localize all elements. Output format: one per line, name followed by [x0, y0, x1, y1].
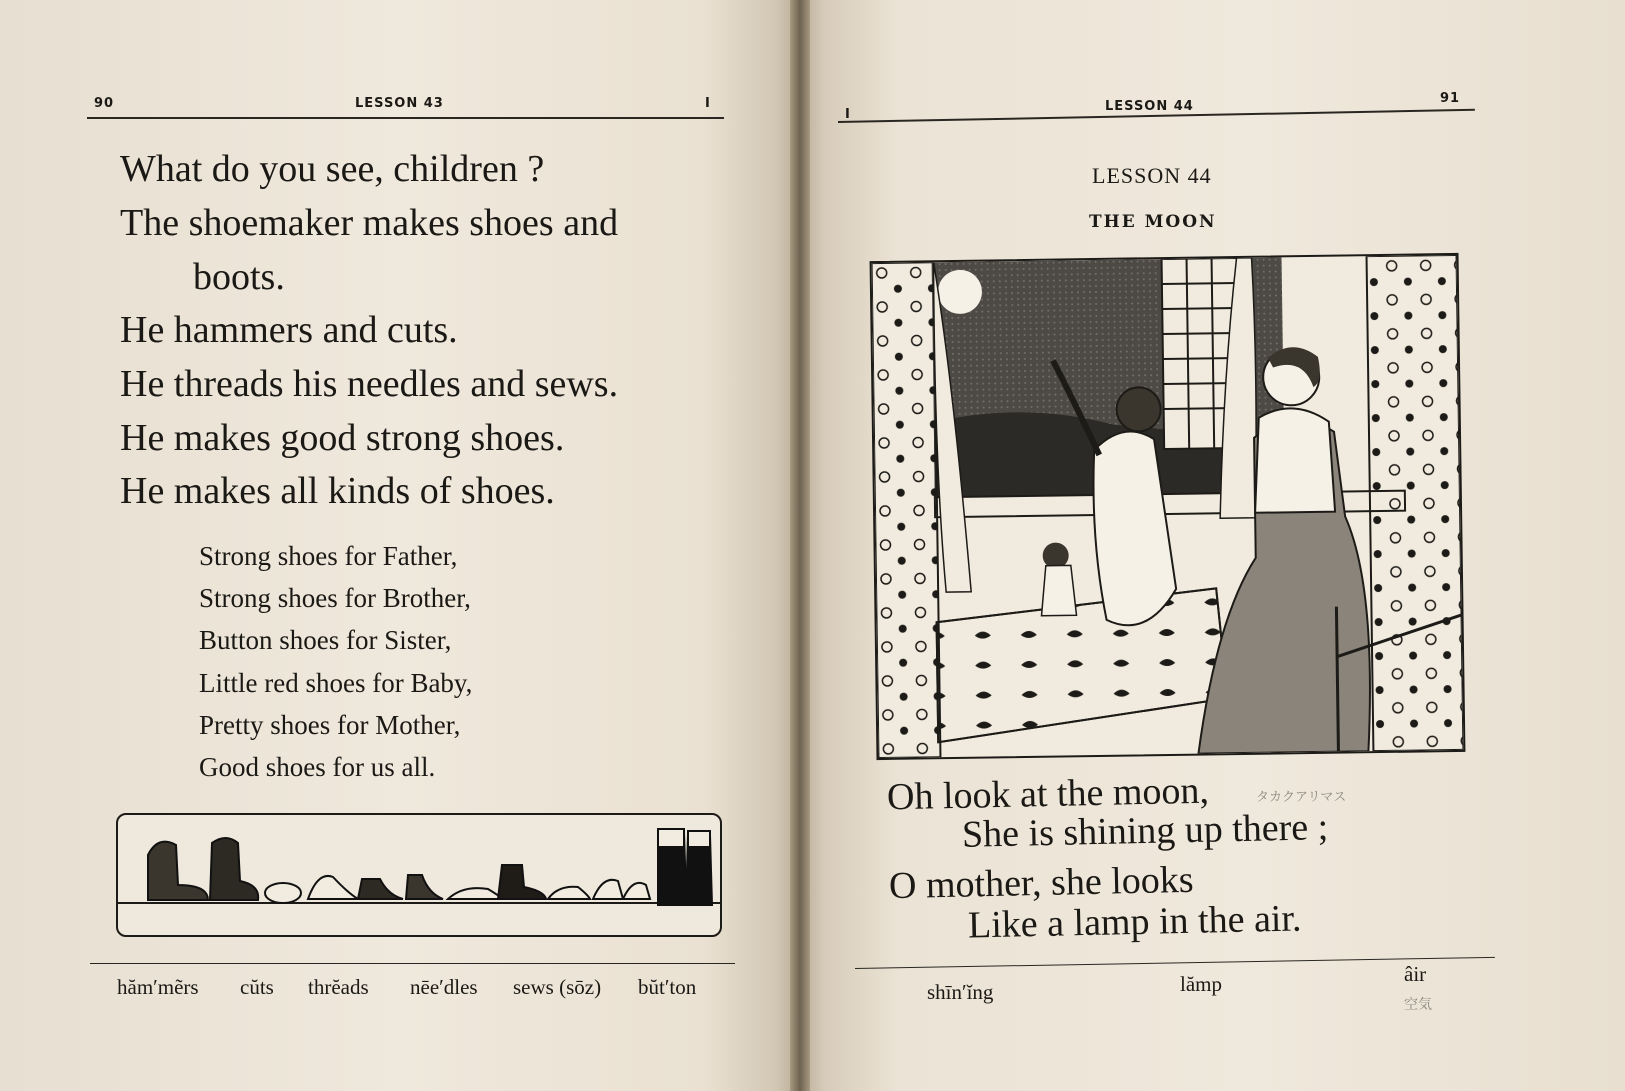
lesson-title: LESSON 44	[1092, 163, 1212, 188]
shoes-drawing-icon	[118, 815, 720, 935]
poem-line-1: Oh look at the moon,	[886, 769, 1210, 819]
left-footer-rule	[90, 963, 735, 964]
vocab-word-3: thrĕads	[308, 975, 369, 999]
handwritten-note-1: タカクアリマス	[1256, 790, 1347, 805]
verse-line-1: Strong shoes for Father,	[199, 541, 458, 571]
vocab-word-lamp: lămp	[1180, 972, 1222, 996]
text-line-6: He makes good strong shoes.	[120, 417, 565, 459]
vocab-word-1: hăm′mẽrs	[117, 975, 199, 999]
story-title: THE MOON	[1089, 212, 1217, 232]
text-line-3: boots.	[193, 256, 285, 298]
poem-line-3: O mother, she looks	[888, 858, 1194, 908]
vocab-word-5: sews (sōz)	[513, 975, 602, 999]
handwritten-note-2: 空気	[1404, 997, 1432, 1013]
moon-illustration	[870, 253, 1466, 760]
text-line-4: He hammers and cuts.	[120, 309, 458, 351]
vocab-word-2: cŭts	[240, 975, 274, 999]
right-running-head: LESSON 44	[1105, 99, 1194, 114]
vocab-word-shining: shīn′ĭng	[927, 980, 994, 1004]
verse-line-4: Little red shoes for Baby,	[199, 668, 473, 698]
verse-line-6: Good shoes for us all.	[199, 752, 436, 782]
vocab-word-6: bŭt′ton	[638, 975, 697, 999]
text-line-7: He makes all kinds of shoes.	[120, 470, 555, 512]
text-line-5: He threads his needles and sews.	[120, 363, 619, 405]
left-page	[0, 0, 800, 1091]
poem-line-4: Like a lamp in the air.	[967, 897, 1302, 947]
poem-line-2: She is shining up there ;	[961, 806, 1329, 856]
right-page-number: 91	[1440, 91, 1461, 106]
text-line-2: The shoemaker makes shoes and	[120, 202, 619, 244]
left-running-head: LESSON 43	[355, 96, 444, 111]
right-running-mark: I	[845, 107, 851, 122]
vocab-word-4: nēe′dles	[410, 975, 478, 999]
text-line-1: What do you see, children ?	[120, 148, 545, 190]
left-header-rule	[87, 117, 724, 119]
verse-line-5: Pretty shoes for Mother,	[199, 710, 461, 740]
verse-line-2: Strong shoes for Brother,	[199, 583, 471, 613]
shoes-illustration	[116, 813, 722, 937]
left-page-number: 90	[94, 96, 115, 111]
vocab-word-air: âir	[1404, 962, 1427, 986]
book-gutter	[790, 0, 810, 1091]
left-running-mark: I	[705, 96, 711, 111]
verse-line-3: Button shoes for Sister,	[199, 625, 452, 655]
moon-scene-icon	[872, 255, 1464, 758]
